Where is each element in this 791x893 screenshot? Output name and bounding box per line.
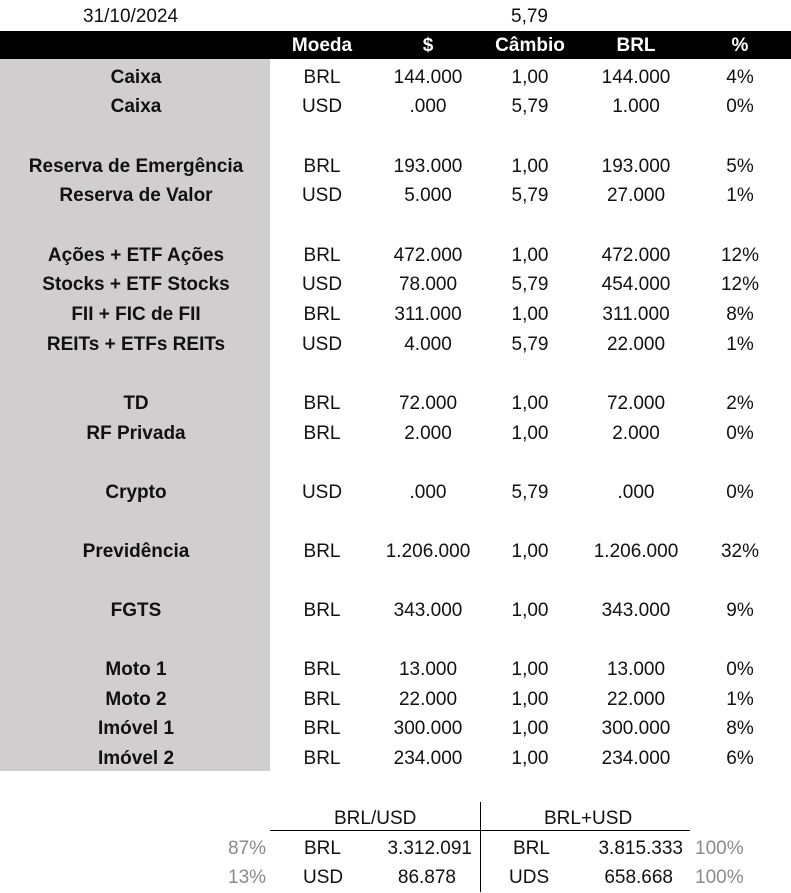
row-value-original: .000	[409, 96, 447, 117]
row-label: Crypto	[105, 482, 167, 503]
row-percent: 1%	[726, 334, 754, 355]
table-row	[0, 744, 791, 773]
row-percent: 0%	[726, 659, 754, 680]
header-usd: $	[422, 35, 434, 56]
table-row	[0, 270, 791, 299]
row-value-original: 144.000	[393, 67, 463, 88]
table-row	[0, 63, 791, 92]
row-value-original: 300.000	[393, 718, 463, 739]
row-value-brl: 1.206.000	[593, 541, 679, 562]
row-percent: 8%	[726, 718, 754, 739]
table-row	[0, 655, 791, 684]
row-currency: USD	[301, 96, 343, 117]
table-row	[0, 389, 791, 418]
table-row	[0, 300, 791, 329]
row-exchange-rate: 1,00	[511, 718, 549, 739]
row-value-brl: 193.000	[601, 156, 671, 177]
row-value-original: 1.206.000	[385, 541, 471, 562]
row-label: Reserva de Emergência	[28, 156, 244, 177]
row-label: FGTS	[110, 600, 162, 621]
summary-pct-left: 87%	[228, 838, 267, 859]
row-value-brl: 144.000	[601, 67, 671, 88]
table-row	[0, 685, 791, 714]
summary-currency-right: UDS	[509, 867, 550, 888]
header-moeda: Moeda	[291, 35, 353, 56]
summary-header-brl-usd: BRL/USD	[334, 808, 417, 829]
row-percent: 8%	[726, 304, 754, 325]
row-value-original: 5.000	[404, 185, 452, 206]
row-value-original: 234.000	[393, 748, 463, 769]
row-value-brl: 454.000	[601, 274, 671, 295]
row-currency: BRL	[303, 67, 341, 88]
row-label: Stocks + ETF Stocks	[42, 274, 230, 295]
row-label: Imóvel 1	[97, 718, 175, 739]
row-exchange-rate: 1,00	[511, 689, 549, 710]
row-label: Caixa	[110, 96, 162, 117]
row-percent: 0%	[726, 423, 754, 444]
row-value-brl: 311.000	[602, 304, 670, 325]
table-header	[0, 31, 791, 59]
row-percent: 4%	[726, 67, 754, 88]
table-row	[0, 478, 791, 507]
summary-pct-right: 100%	[695, 867, 744, 888]
row-value-brl: 472.000	[601, 245, 671, 266]
row-currency: BRL	[303, 304, 341, 325]
row-percent: 1%	[726, 689, 754, 710]
row-label: Reserva de Valor	[59, 185, 213, 206]
header-cambio: Câmbio	[495, 35, 565, 56]
table-row	[0, 92, 791, 121]
row-percent: 5%	[726, 156, 754, 177]
row-percent: 1%	[726, 185, 754, 206]
row-label: Moto 2	[105, 689, 167, 710]
summary-header-brl-plus-usd: BRL+USD	[544, 808, 633, 829]
row-exchange-rate: 1,00	[511, 423, 549, 444]
row-percent: 9%	[726, 600, 754, 621]
row-value-original: 2.000	[404, 423, 452, 444]
row-exchange-rate: 5,79	[511, 96, 549, 117]
row-percent: 12%	[720, 274, 760, 295]
row-currency: BRL	[303, 600, 341, 621]
header-brl: BRL	[616, 35, 656, 56]
row-value-original: .000	[409, 482, 447, 503]
row-exchange-rate: 1,00	[511, 748, 549, 769]
row-currency: BRL	[303, 659, 341, 680]
row-exchange-rate: 5,79	[511, 482, 549, 503]
table-row	[0, 152, 791, 181]
row-exchange-rate: 1,00	[511, 600, 549, 621]
row-label: Imóvel 2	[97, 748, 175, 769]
row-value-brl: 27.000	[606, 185, 666, 206]
row-value-original: 72.000	[398, 393, 458, 414]
summary-value-left: 3.312.091	[387, 838, 472, 859]
row-value-brl: 343.000	[601, 600, 671, 621]
summary-value-right: 3.815.333	[598, 838, 683, 859]
row-label: RF Privada	[86, 423, 186, 444]
row-value-original: 78.000	[398, 274, 458, 295]
row-exchange-rate: 5,79	[511, 185, 549, 206]
exchange-rate-cell: 5,79	[511, 6, 548, 27]
row-exchange-rate: 1,00	[511, 541, 549, 562]
table-row	[0, 330, 791, 359]
row-exchange-rate: 1,00	[511, 304, 549, 325]
row-percent: 2%	[726, 393, 754, 414]
date-cell: 31/10/2024	[83, 6, 179, 27]
row-exchange-rate: 1,00	[511, 393, 549, 414]
row-value-brl: 300.000	[601, 718, 671, 739]
summary-currency-left: BRL	[304, 838, 341, 859]
row-currency: BRL	[303, 156, 341, 177]
row-percent: 12%	[720, 245, 760, 266]
row-label: Caixa	[110, 67, 162, 88]
row-exchange-rate: 1,00	[511, 245, 549, 266]
row-currency: BRL	[303, 689, 341, 710]
row-value-brl: 22.000	[606, 689, 666, 710]
row-value-brl: 2.000	[612, 423, 660, 444]
row-exchange-rate: 1,00	[511, 659, 549, 680]
row-currency: BRL	[303, 748, 341, 769]
row-exchange-rate: 5,79	[511, 334, 549, 355]
summary-currency-left: USD	[303, 867, 344, 888]
row-value-original: 193.000	[393, 156, 463, 177]
row-value-original: 311.000	[394, 304, 462, 325]
header-pct: %	[731, 35, 749, 56]
row-currency: BRL	[303, 393, 341, 414]
table-row	[0, 241, 791, 270]
row-value-original: 343.000	[393, 600, 463, 621]
row-percent: 0%	[726, 482, 754, 503]
row-exchange-rate: 1,00	[511, 156, 549, 177]
row-value-brl: .000	[617, 482, 655, 503]
row-label: Moto 1	[105, 659, 167, 680]
row-percent: 0%	[726, 96, 754, 117]
row-currency: BRL	[303, 718, 341, 739]
row-currency: USD	[301, 185, 343, 206]
row-currency: BRL	[303, 423, 341, 444]
row-value-brl: 13.000	[606, 659, 666, 680]
row-currency: USD	[301, 482, 343, 503]
summary-row	[0, 838, 791, 864]
summary-value-right: 658.668	[604, 867, 673, 888]
row-value-brl: 1.000	[612, 96, 660, 117]
row-percent: 6%	[726, 748, 754, 769]
row-currency: USD	[301, 334, 343, 355]
row-label: Ações + ETF Ações	[47, 245, 225, 266]
summary-value-left: 86.878	[397, 867, 456, 888]
summary-row	[0, 867, 791, 893]
row-value-brl: 72.000	[606, 393, 666, 414]
summary-currency-right: BRL	[513, 838, 550, 859]
row-label: REITs + ETFs REITs	[46, 334, 226, 355]
row-value-original: 4.000	[404, 334, 452, 355]
row-currency: USD	[301, 274, 343, 295]
table-row	[0, 596, 791, 625]
row-currency: BRL	[303, 245, 341, 266]
row-value-original: 472.000	[393, 245, 463, 266]
table-row	[0, 537, 791, 566]
row-value-brl: 22.000	[606, 334, 666, 355]
row-label: TD	[123, 393, 149, 414]
row-currency: BRL	[303, 541, 341, 562]
table-row	[0, 181, 791, 210]
row-label: FII + FIC de FII	[71, 304, 201, 325]
row-exchange-rate: 1,00	[511, 67, 549, 88]
summary-pct-left: 13%	[228, 867, 267, 888]
row-exchange-rate: 5,79	[511, 274, 549, 295]
table-row	[0, 714, 791, 743]
summary-pct-right: 100%	[695, 838, 744, 859]
row-value-original: 22.000	[398, 689, 458, 710]
table-row	[0, 419, 791, 448]
row-value-brl: 234.000	[601, 748, 671, 769]
row-percent: 32%	[720, 541, 760, 562]
row-value-original: 13.000	[398, 659, 458, 680]
row-label: Previdência	[82, 541, 190, 562]
